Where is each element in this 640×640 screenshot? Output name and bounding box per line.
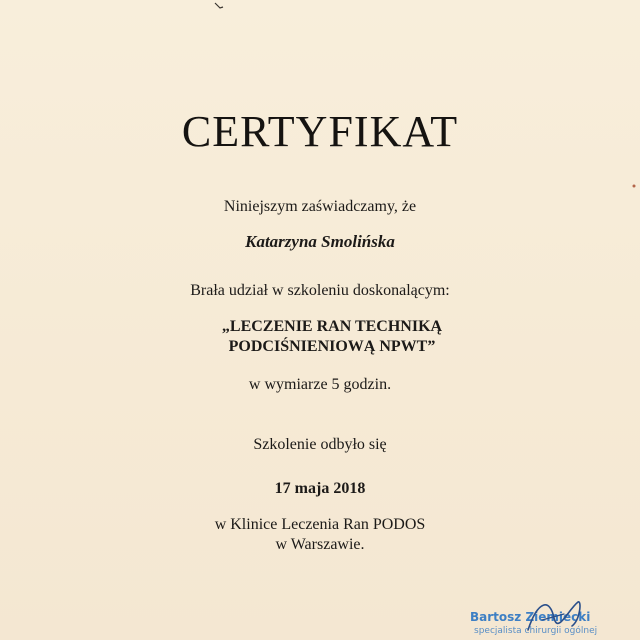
location-line-1: w Klinice Leczenia Ran PODOS [214,516,426,533]
ink-mark [214,2,224,10]
course-title-line-2: PODCIŚNIENIOWĄ NPWT” [228,338,436,355]
ink-mark [630,182,638,190]
intro-text: Niniejszym zaświadczamy, że [223,198,417,215]
training-date: 17 maja 2018 [274,480,366,497]
location-line-2: w Warszawie. [275,536,365,553]
stamp-role: specjalista chirurgii ogólnej [474,626,598,636]
recipient-name: Katarzyna Smolińska [245,232,395,251]
handwritten-signature [520,590,590,640]
participation-text: Brała udział w szkoleniu doskonalącym: [190,282,450,299]
certificate-title: CERTYFIKAT [181,107,459,156]
stamp-name: Bartosz Ziemiecki [470,610,591,624]
duration-text: w wymiarze 5 godzin. [248,376,392,393]
course-title-line-1: „LECZENIE RAN TECHNIKĄ [221,318,443,335]
held-label: Szkolenie odbyło się [253,436,387,453]
